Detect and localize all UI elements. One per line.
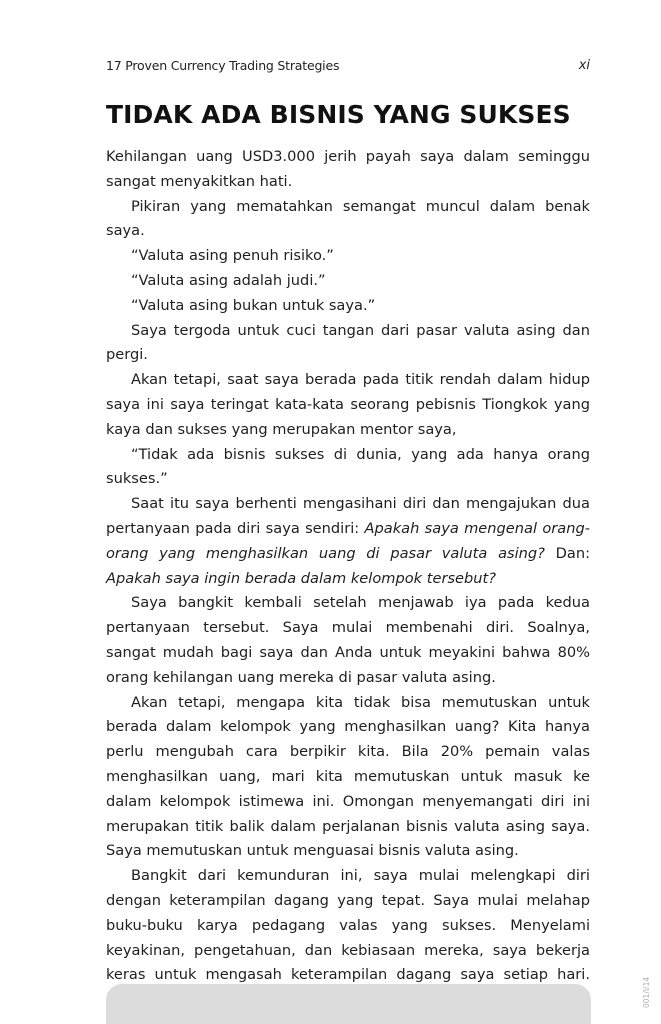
text-run: Saya bangkit kembali setelah menjawab iya pada kedua pertanyaan tersebut. Saya mulai membenahi diri. Soalnya, sangat mudah bagi saya dan Anda untuk meyakini bahwa 80% orang kehilangan uang mereka di pasar valuta asing. [106,594,590,686]
chapter-title: TIDAK ADA BISNIS YANG SUKSES [106,100,571,129]
paragraph [106,591,590,690]
paragraph [106,269,590,294]
text-run: Saya tergoda untuk cuci tangan dari pasar valuta asing dan pergi. [106,321,590,364]
text-run: “Valuta asing penuh risiko.” [131,247,334,265]
paragraph [106,492,590,591]
paragraph [106,691,590,865]
italic-text: Apakah saya ingin berada dalam kelompok tersebut? [106,569,497,587]
text-run: “Tidak ada bisnis sukses di dunia, yang ada hanya orang sukses.” [106,445,590,488]
text-run: “Valuta asing bukan untuk saya.” [131,296,376,314]
margin-code: 001/I/14 [642,976,651,1008]
footer-bar [106,984,591,1024]
text-run: Saat itu saya berhenti mengasihani diri dan mengajukan dua pertanyaan pada diri saya sendiri: [106,495,590,537]
paragraph [106,443,590,493]
paragraph [106,294,590,319]
running-header [106,57,590,75]
text-run: Akan tetapi, mengapa kita tidak bisa memutuskan untuk berada dalam kelompok yang menghasilkan uang? Kita hanya perlu mengubah cara berpikir kita. Bila 20% pemain valas menghasilkan uang, mari kita memutuskan untuk masuk ke dalam kelompok istimewa ini. Omongan menyemangati diri ini merupakan titik balik dalam perjalanan bisnis valuta asing saya. Saya memutuskan untuk menguasai bisnis valuta asing. [106,693,590,860]
paragraph [106,145,590,195]
text-run: Pikiran yang mematahkan semangat muncul dalam benak saya. [106,197,590,240]
body-text [106,145,590,1013]
paragraph [106,319,590,369]
paragraph [106,368,590,442]
text-run: Akan tetapi, saat saya berada pada titik rendah dalam hidup saya ini saya teringat kata-kata seorang pebisnis Tiongkok yang kaya dan sukses yang merupakan mentor saya, [106,371,590,438]
text-run: “Valuta asing adalah judi.” [131,271,326,289]
text-run: Bangkit dari kemunduran ini, saya mulai melengkapi diri dengan keterampilan dagang yang tepat. Saya mulai melahap buku-buku karya pedagang valas yang sukses. Menyelami keyakinan, pengetahuan, dan kebiasaan mereka, saya bekerja keras untuk mengasah keterampilan dagang saya setiap hari. [106,867,590,984]
paragraph [106,244,590,269]
paragraph [106,195,590,245]
page-number: xi [578,58,590,73]
italic-text: Apakah saya mengenal orang-orang yang menghasilkan uang di pasar valuta asing? [106,519,590,562]
book-title: 17 Proven Currency Trading Strategies [106,58,340,73]
text-run: Kehilangan uang USD3.000 jerih payah saya dalam seminggu sangat menyakitkan hati. [106,148,590,190]
text-run: Dan: [544,544,590,562]
